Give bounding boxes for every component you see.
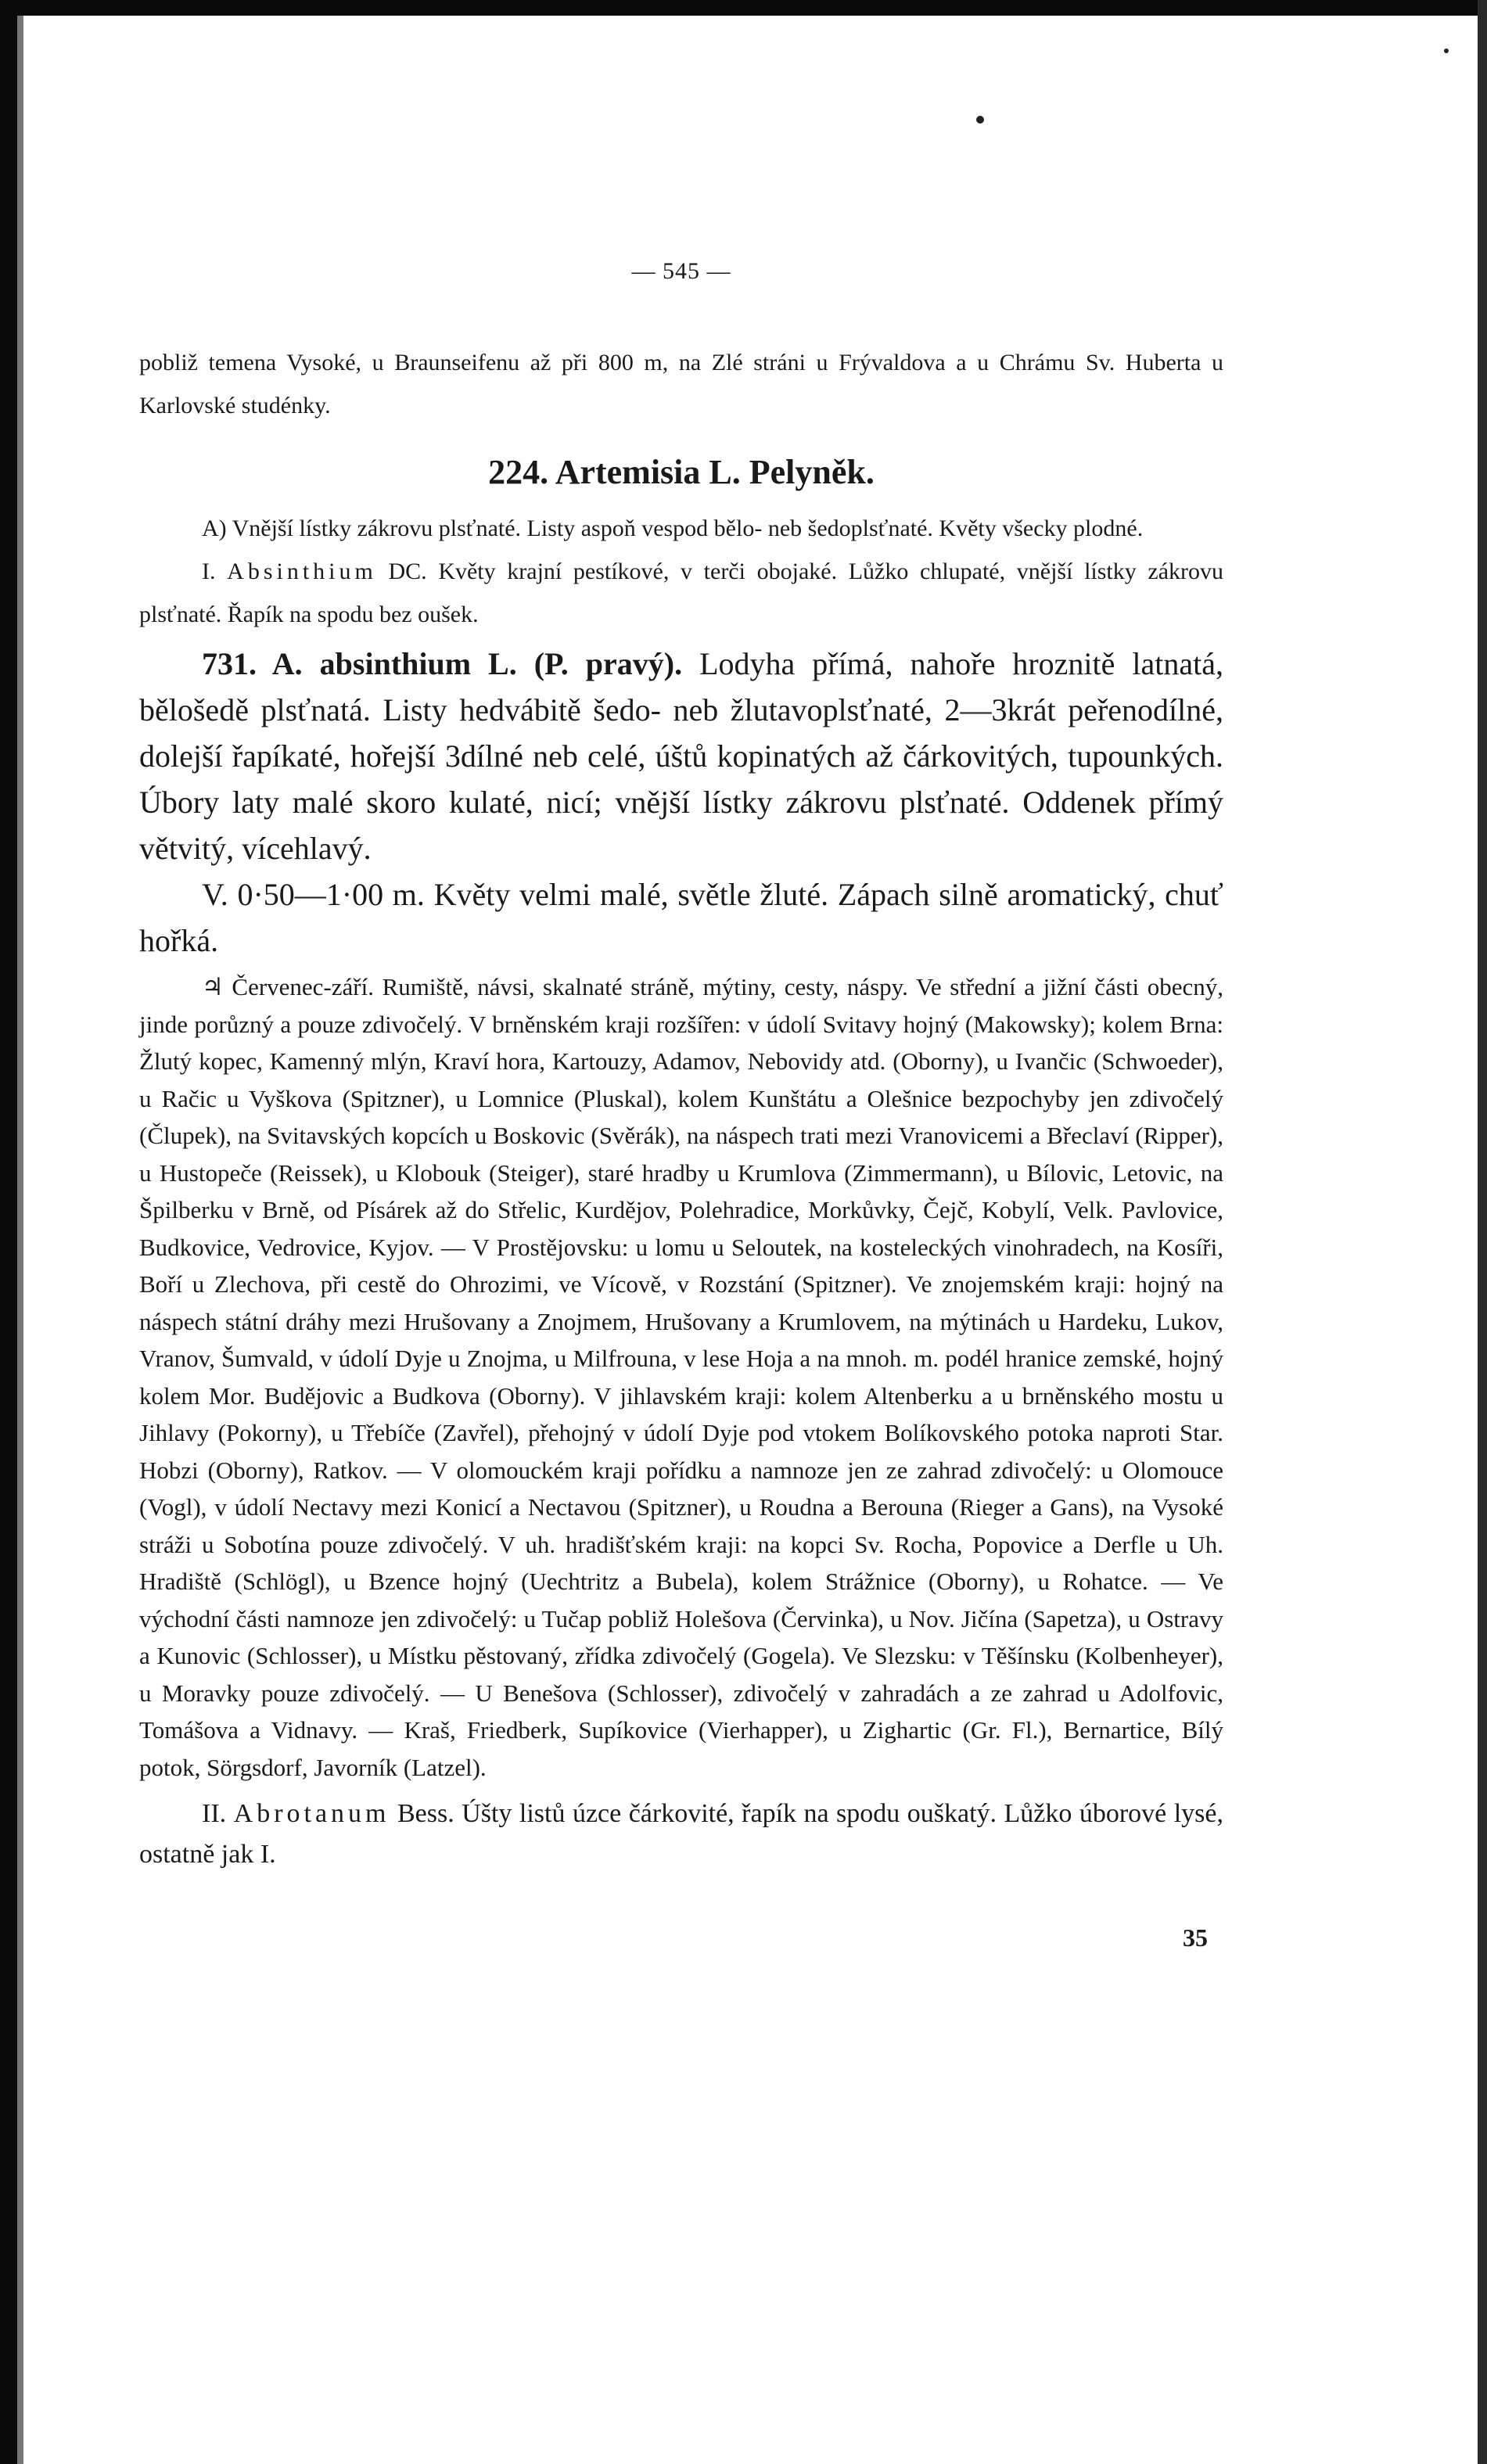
printer-signature: 35	[1183, 1923, 1208, 1952]
page-content	[139, 258, 1223, 1952]
scan-edge-right	[1478, 0, 1487, 2464]
section-ii-name: Abrotanum	[233, 1799, 390, 1828]
scan-edge-left	[0, 0, 17, 2464]
page-number: — 545 —	[631, 258, 731, 284]
section-ii-text: Bess. Úšty listů úzce čárkovité, řapík na spodu ouškatý. Lůžko úborové lysé, ostatně jak I.	[139, 1799, 1224, 1869]
section-i-paragraph	[139, 550, 1223, 636]
species-paragraph	[139, 641, 1223, 871]
section-ii-paragraph	[139, 1794, 1223, 1875]
speck-mark	[976, 116, 984, 124]
section-i-name: Absinthium	[227, 559, 377, 584]
genus-heading: 224. Artemisia L. Pelyněk.	[488, 453, 875, 491]
section-i-marker: I.	[202, 559, 216, 584]
intro-paragraph: pobliž temena Vysoké, u Braunseifenu až při 800 m, na Zlé stráni u Frývaldova a u Chrámu Sv. Huberta u Karlovské studénky.	[139, 350, 1223, 418]
speck-mark	[1444, 48, 1449, 53]
distribution-paragraph: ♃ Červenec-září. Rumiště, návsi, skalnaté stráně, mýtiny, cesty, náspy. Ve střední a jižní části obecný, jinde porůzný a pouze zdivočelý. V brněnském kraji rozšířen: v údolí Svitavy hojný (Makowsky); kolem Brna: Žlutý kopec, Kamenný mlýn, Kraví hora, Kartouzy, Adamov, Nebovidy atd. (Oborny), u Ivančic (Schwoeder), u Račic u Vyškova (Spitzner), u Lomnice (Pluskal), kolem Kunštátu a Olešnice bezpochyby jen zdivočelý (Člupek), na Svitavských kopcích u Boskovic (Svěrák), na náspech trati mezi Vranovicemi a Břeclaví (Ripper), u Hustopeče (Reissek), u Klobouk (Steiger), staré hradby u Krumlova (Zimmermann), u Bílovic, Letovic, na Špilberku v Brně, od Písárek až do Střelic, Kurdějov, Polehradice, Morkůvky, Čejč, Kobylí, Velk. Pavlovice, Budkovice, Vedrovice, Kyjov. — V Prostějovsku: u lomu u Seloutek, na kosteleckých vinohradech, na Kosíři, Boří u Zlechova, při cestě do Ohrozimi, ve Vícově, v Rozstání (Spitzner). Ve znojemském kraji: hojný na náspech státní dráhy mezi Hrušovany a Znojmem, Hrušovany a Krumlovem, na mýtinách u Hardeku, Lukov, Vranov, Šumvald, v údolí Dyje u Znojma, u Milfrouna, v lese Hoja a na mnoh. m. podél hranice zemské, hojný kolem Mor. Budějovic a Budkova (Oborny). V jihlavském kraji: kolem Altenberku a u brněnského mostu u Jihlavy (Pokorny), u Třebíče (Zavřel), přehojný v údolí Dyje pod vtokem Bolíkovského potoka naproti Star. Hobzi (Oborny), Ratkov. — V olomouckém kraji pořídku a namnoze jen ze zahrad zdivočelý: u Olomouce (Vogl), v údolí Nectavy mezi Konicí a Nectavou (Spitzner), u Roudna a Berouna (Rieger a Gans), na Vysoké stráži u Sobotína pouze zdivočelý. V uh. hradišťském kraji: na kopci Sv. Rocha, Popovice a Derfle u Uh. Hradiště (Schlögl), u Bzence hojný (Uechtritz a Bubela), kolem Strážnice (Oborny), u Rohatce. — Ve východní části namnoze jen zdivočelý: u Tučap pobliž Holešova (Červinka), u Nov. Jičína (Sapetza), u Ostravy a Kunovic (Schlosser), u Místku pěstovaný, zřídka zdivočelý (Gogela). Ve Slezsku: v Těšínsku (Kolbenheyer), u Moravky pouze zdivočelý. — U Benešova (Schlosser), zdivočelý v zahradách a ze zahrad u Adolfovic, Tomášova a Vidnavy. — Kraš, Friedberk, Supíkovice (Vierhapper), u Zighartic (Gr. Fl.), Bernartice, Bílý potok, Sörgsdorf, Javorník (Latzel).	[139, 973, 1223, 1781]
scan-edge-top	[0, 0, 1487, 16]
section-i-text: DC. Květy krajní pestíkové, v terči obojaké. Lůžko chlupaté, vnější lístky zákrovu plsťnaté. Řapík na spodu bez oušek.	[139, 559, 1224, 627]
species-size-paragraph: V. 0·50—1·00 m. Květy velmi malé, světle žluté. Zápach silně aromatický, chuť hořká.	[139, 877, 1223, 958]
scan-shadow-left	[17, 16, 23, 2464]
species-description: Lodyha přímá, nahoře hroznitě latnatá, bělošedě plsťnatá. Listy hedvábitě šedo- neb žlutavoplsťnaté, 2—3krát peřenodílné, dolejší řapíkaté, hořejší 3dílné neb celé, úštů kopinatých až čárkovitých, tupounkých. Úbory laty malé skoro kulaté, nicí; vnější lístky zákrovu plsťnaté. Oddenek přímý větvitý, vícehlavý.	[139, 646, 1223, 866]
species-title: 731. A. absinthium L. (P. pravý).	[202, 646, 683, 681]
key-a-paragraph: A) Vnější lístky zákrovu plsťnaté. Listy aspoň vespod bělo- neb šedoplsťnaté. Květy všecky plodné.	[202, 515, 1144, 541]
section-ii-marker: II.	[202, 1799, 227, 1828]
